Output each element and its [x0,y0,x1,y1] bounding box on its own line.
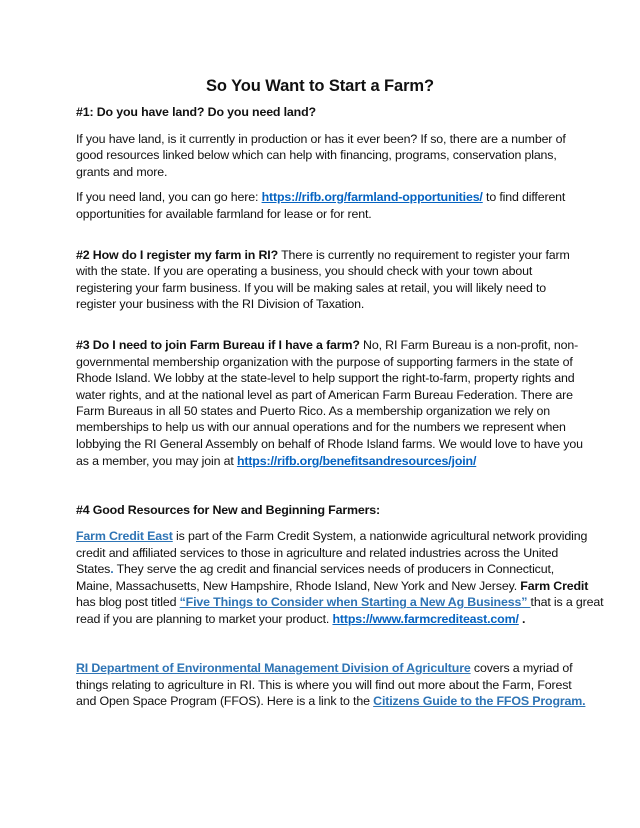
section3-line: water rights, and at the national level as part of American Farm Bureau Federation. There are [76,388,573,402]
text: States [76,562,111,576]
section3-line: memberships to help us with our annual operations and for the numbers we represent when [76,420,566,434]
fce-line [76,578,588,594]
ri-dem-agriculture-link[interactable]: RI Department of Environmental Management Division of Agriculture [76,661,471,675]
text: is part of the Farm Credit System, a nationwide agricultural network providing [172,529,588,543]
text: read if you are planning to market your product. [76,612,333,626]
five-things-blog-link[interactable]: “Five Things to Consider when Starting a New Ag Business” [179,595,531,609]
section2-line: with the state. If you are operating a business, you should check with your town about [76,264,533,278]
text: has blog post titled [76,595,180,609]
text: to find different [482,190,566,204]
section3-line: governmental membership organization with the purpose of supporting farmers in the state of [76,355,573,369]
section2-line [76,247,570,263]
section4-heading: #4 Good Resources for New and Beginning Farmers: [76,503,381,517]
section3-line [76,453,476,469]
text: No, RI Farm Bureau is a non-profit, non- [359,338,579,352]
text: If you need land, you can go here: [76,190,262,204]
dem-line [76,693,585,709]
text: and Open Space Program (FFOS). Here is a link to the [76,694,374,708]
text: They serve the ag credit and financial services needs of producers in Connecticut, [113,562,555,576]
section3-heading: #3 Do I need to join Farm Bureau if I have a farm? [76,338,360,352]
farm-credit-east-link[interactable]: Farm Credit East [76,529,173,543]
text: covers a myriad of [470,661,573,675]
page-title: So You Want to Start a Farm? [206,77,434,95]
fce-line [76,561,554,577]
section3-line: Farm Bureaus in all 50 states and Puerto Rico. As a membership organization we rely on [76,404,551,418]
section2-line: registering your farm business. If you will be making sales at retail, you will likely need to [76,281,547,295]
farmland-opportunities-link[interactable]: https://rifb.org/farmland-opportunities/ [261,190,483,204]
section1-para1-line: If you have land, is it currently in production or has it ever been? If so, there are a number of [76,132,566,146]
farmcrediteast-site-link[interactable]: https://www.farmcrediteast.com/ [332,612,519,626]
section1-para2-line: opportunities for available farmland for lease or for rent. [76,207,372,221]
section1-heading: #1: Do you have land? Do you need land? [76,105,316,119]
ffos-citizens-guide-link[interactable]: Citizens Guide to the FFOS Program. [373,694,586,708]
text: that is a great [530,595,604,609]
section1-para1-line: good resources linked below which can help with financing, programs, conservation plans, [76,148,557,162]
section3-line [76,337,578,353]
section2-heading: #2 How do I register my farm in RI? [76,248,278,262]
dem-line: things relating to agriculture in RI. This is where you will find out more about the Farm, Forest [76,678,572,692]
fce-line [76,594,603,610]
section1-para1-line: grants and more. [76,165,168,179]
text: There is currently no requirement to register your farm [278,248,570,262]
join-link[interactable]: https://rifb.org/benefitsandresources/join/ [236,454,477,468]
period: . [110,562,114,576]
text: Maine, Massachusetts, New Hampshire, Rhode Island, New York and New Jersey. [76,579,521,593]
section1-para2-line [76,189,565,205]
fce-line: credit and affiliated services to those in agriculture and related industries across the United [76,546,559,560]
text: as a member, you may join at [76,454,237,468]
section2-line: register your business with the RI Division of Taxation. [76,297,365,311]
fce-line [76,528,587,544]
section3-line: Rhode Island. We lobby at the state-level to help support the right-to-farm, property rights and [76,371,575,385]
farm-credit-bold: Farm Credit [520,579,589,593]
fce-line [76,611,525,627]
text: . [518,612,526,626]
dem-line [76,660,572,676]
section3-line: lobbying the RI General Assembly on behalf of Rhode Island farms. We would love to have you [76,437,583,451]
